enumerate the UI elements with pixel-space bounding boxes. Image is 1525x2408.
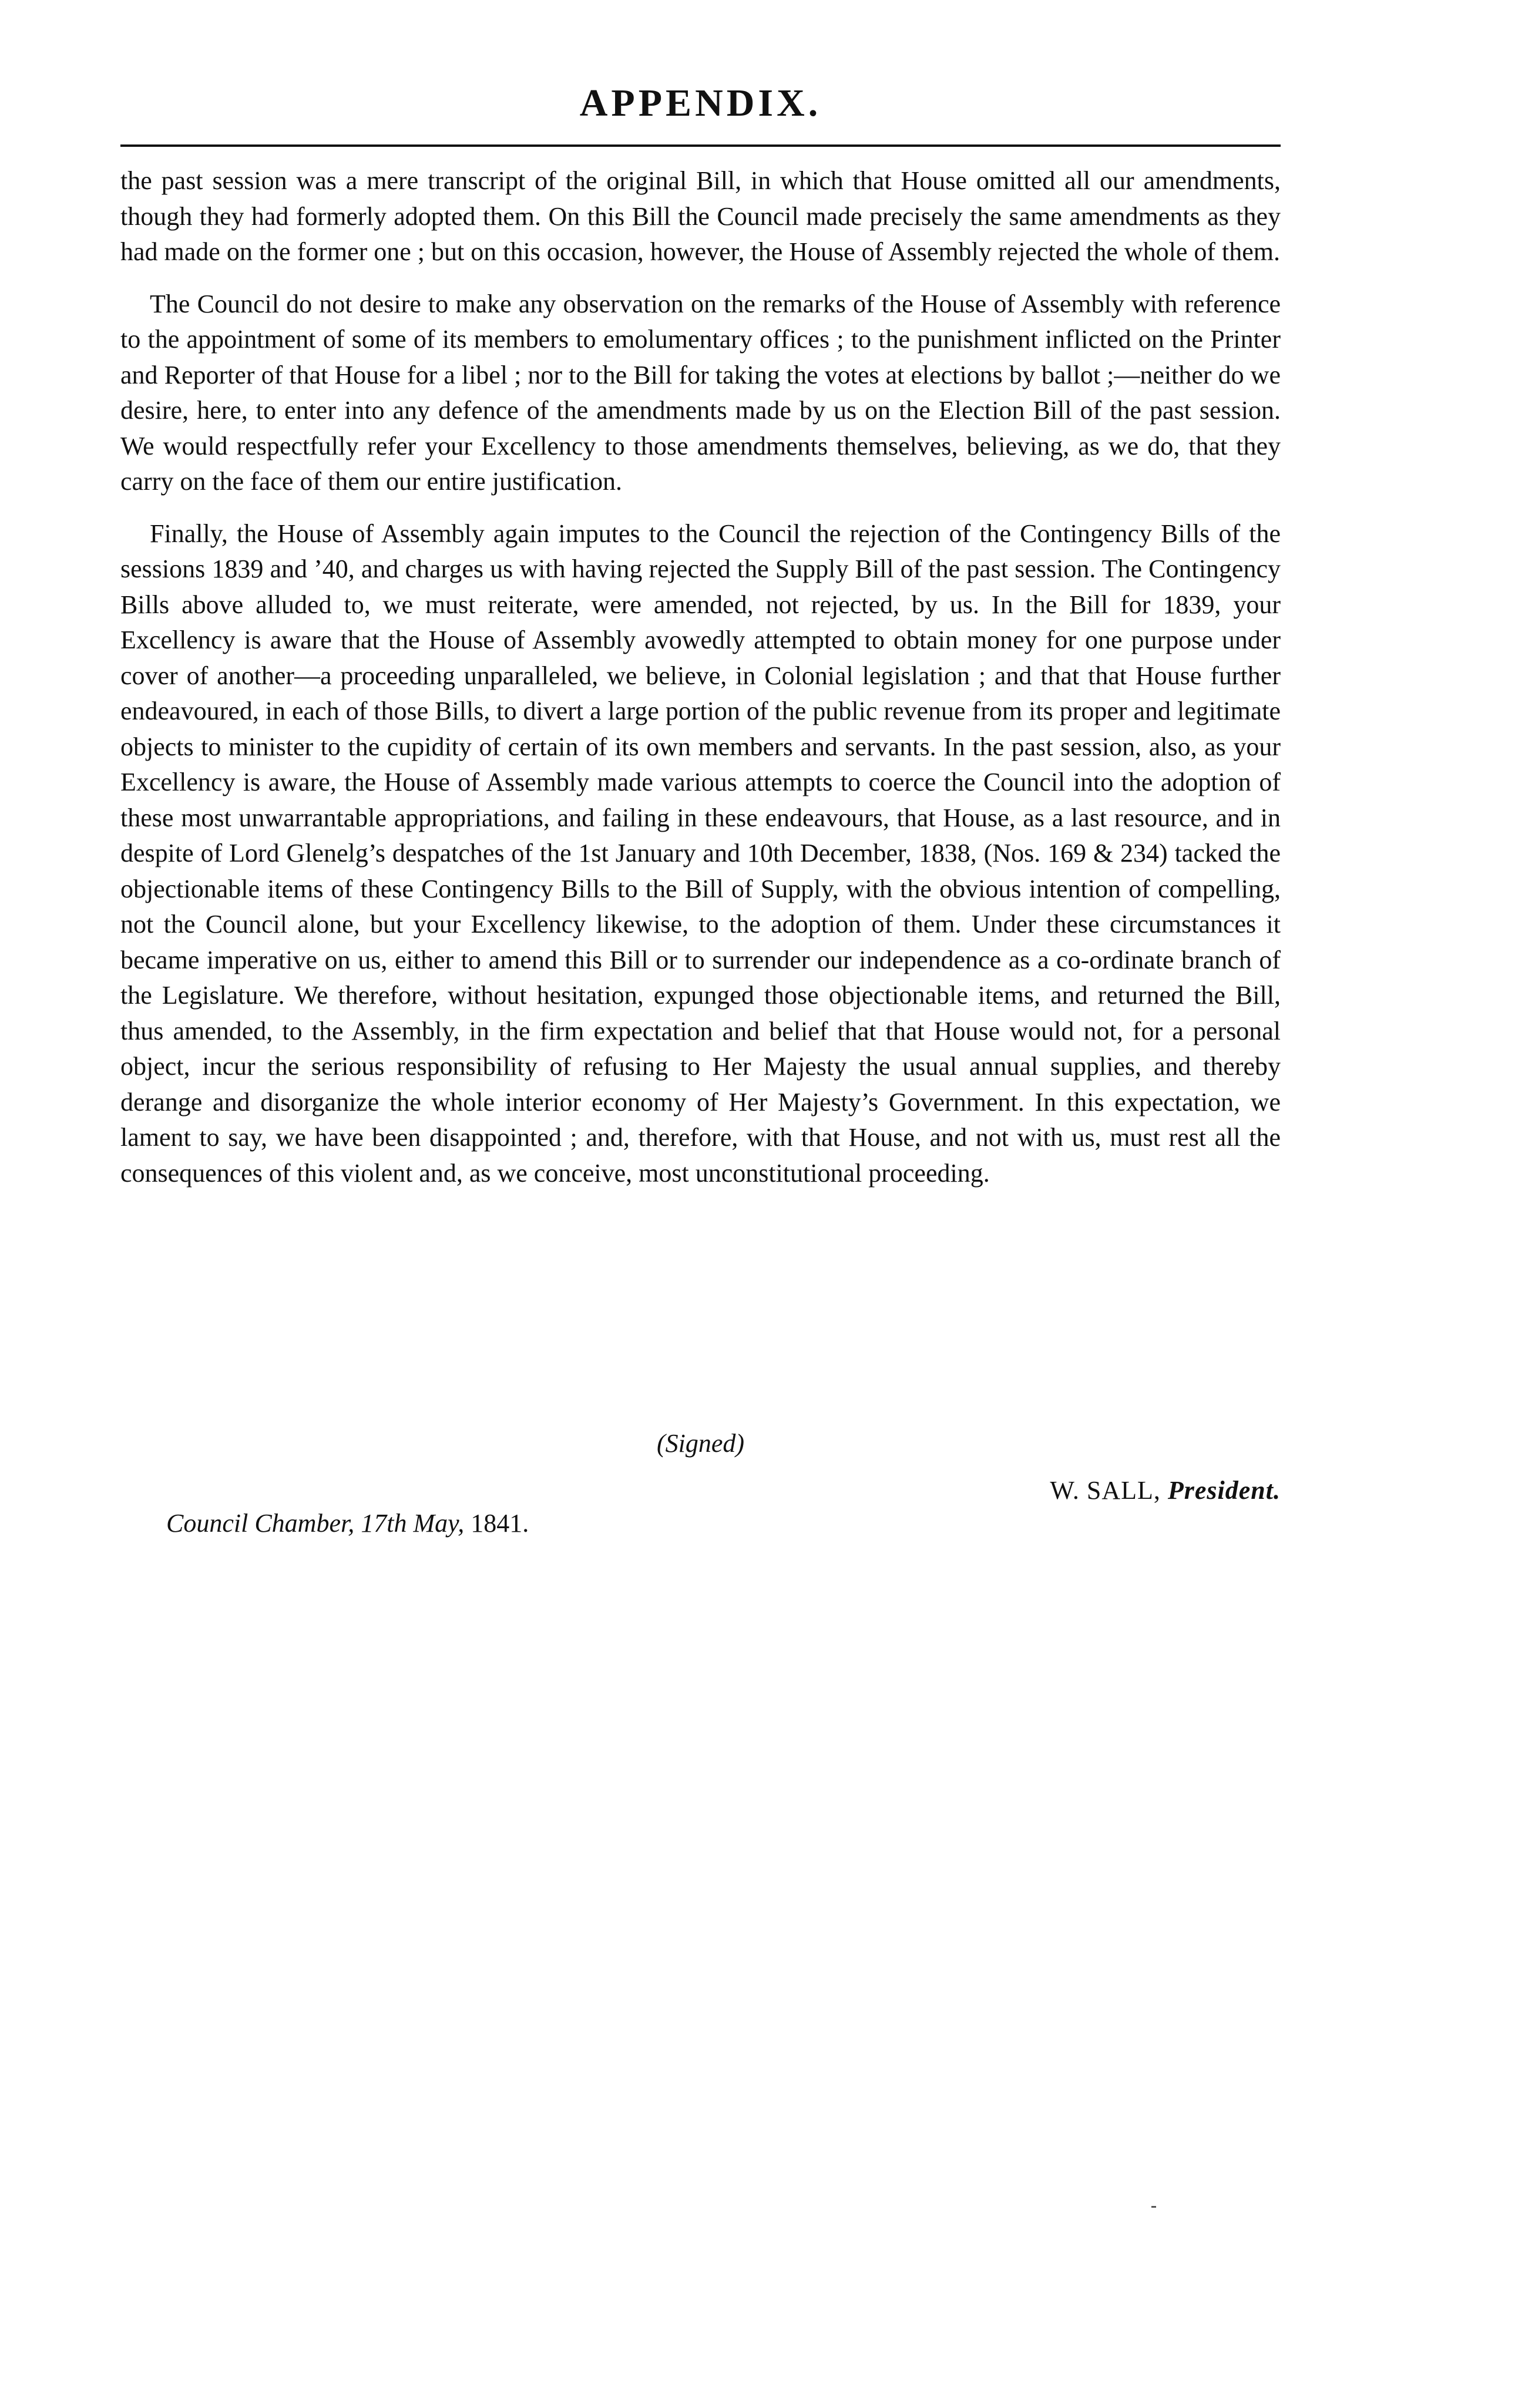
print-speck [1151,2206,1156,2208]
signature-line [1050,1475,1281,1505]
dateline-day: 17th [361,1509,407,1538]
dateline [166,1508,529,1538]
signatory-title: President. [1167,1476,1281,1505]
signatory-name: W. SALL, [1050,1476,1161,1505]
signed-label: (Signed) [656,1429,745,1458]
page-heading: APPENDIX. [579,82,822,125]
body-text [120,163,1281,1208]
dateline-month: May, [413,1509,465,1538]
dateline-year: 1841. [471,1509,529,1538]
paragraph-council-observations: The Council do not desire to make any observation on the remarks of the House of Assembly with reference to the appointment of some of its members to emolumentary offices ; to the punishment inflicted on the Printer and Reporter of that House for a libel ; nor to the Bill for taking the votes at elections by ballot ;—neither do we desire, here, to enter into any defence of the amendments made by us on the Election Bill of the past session. We would respectfully refer your Excellency to those amendments themselves, believing, as we do, that they carry on the face of them our entire justification. [120,289,1281,496]
heading-rule [120,144,1281,147]
paragraph-contingency-bills: Finally, the House of Assembly again imputes to the Council the rejection of the Contingency Bills of the sessions 1839 and ’40, and charges us with having rejected the Supply Bill of the past session. The Contingency Bills above alluded to, we must reiterate, were amended, not rejected, by us. In the Bill for 1839, your Excellency is aware that the House of Assembly avowedly attempted to obtain money for one purpose under cover of another—a proceeding unparalleled, we believe, in Colonial legislation ; and that that House further endeavoured, in each of those Bills, to divert a large portion of the public revenue from its proper and legitimate objects to minister to the cupidity of certain of its own members and servants. In the past session, also, as your Excellency is aware, the House of Assembly made various attempts to coerce the Council into the adoption of these most unwarrantable appropriations, and failing in these endeavours, that House, as a last resource, and in despite of Lord Glenelg’s despatches of the 1st January and 10th December, 1838, (Nos. 169 & 234) tacked the objectionable items of these Contingency Bills to the Bill of Supply, with the obvious intention of compelling, not the Council alone, but your Excellency likewise, to the adoption of them. Under these circumstances it became imperative on us, either to amend this Bill or to surrender our independence as a co-ordinate branch of the Legislature. We therefore, without hesitation, expunged those objectionable items, and returned the Bill, thus amended, to the Assembly, in the firm expectation and belief that that House would not, for a personal object, incur the serious responsibility of refusing to Her Majesty the usual annual supplies, and thereby derange and disorganize the whole interior economy of Her Majesty’s Government. In this expectation, we lament to say, we have been disappointed ; and, therefore, with that House, and not with us, must rest all the consequences of this violent and, as we conceive, most unconstitutional proceeding. [120,519,1281,1188]
dateline-place: Council Chamber, [166,1509,355,1538]
paragraph-continuation: the past session was a mere transcript of the original Bill, in which that House omitted all our amendments, though they had formerly adopted them. On this Bill the Council made precisely the same amendments as they had made on the former one ; but on this occasion, however, the House of Assembly rejected the whole of them. [120,166,1281,266]
